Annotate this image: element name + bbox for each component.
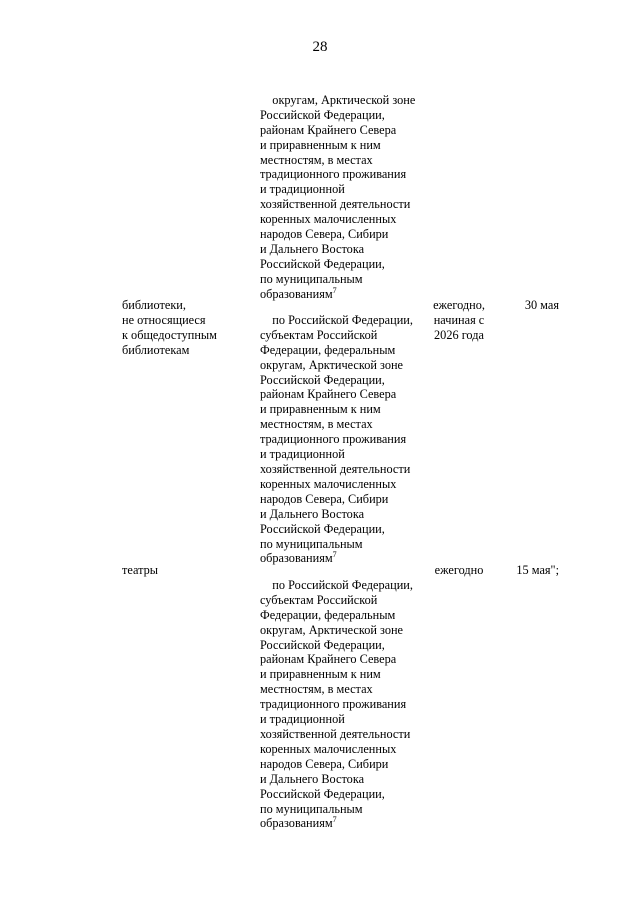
deadline-cell: 30 мая bbox=[524, 298, 559, 312]
category-cell: театры bbox=[122, 563, 159, 577]
footnote-ref: 7 bbox=[332, 285, 337, 295]
deadline-cell: 15 мая"; bbox=[516, 563, 559, 577]
category-cell: библиотеки, не относящиеся к общедоступным библиотекам bbox=[122, 298, 217, 357]
footnote-ref: 7 bbox=[332, 815, 337, 825]
distribution-cell bbox=[260, 563, 422, 846]
distribution-text: округам, Арктической зоне Российской Федерации, районам Крайнего Севера и приравненным к ним местностям, в местах традиционного проживания и традиционной хозяйственной деятельности коренных малочисленных народов Севера, Сибири и Дальнего Востока Российской Федерации, по муниципальным образованиям bbox=[260, 92, 416, 301]
periodicity-cell: ежегодно, начиная с 2026 года bbox=[433, 298, 485, 342]
distribution-text: по Российской Федерации, субъектам Российской Федерации, федеральным округам, Арктической зоне Российской Федерации, районам Крайнего Севера и приравненным к ним местностям, в местах традиционного проживания и традиционной хозяйственной деятельности коренных малочисленных народов Севера, Сибири и Дальнего Востока Российской Федерации, по муниципальным образованиям bbox=[260, 312, 413, 566]
periodicity-cell: ежегодно bbox=[434, 563, 484, 577]
footnote-ref: 7 bbox=[332, 550, 337, 560]
distribution-cell bbox=[260, 298, 422, 581]
distribution-text: по Российской Федерации, субъектам Российской Федерации, федеральным округам, Арктической зоне Российской Федерации, районам Крайнего Севера и приравненным к ним местностям, в местах традиционного проживания и традиционной хозяйственной деятельности коренных малочисленных народов Севера, Сибири и Дальнего Востока Российской Федерации, по муниципальным образованиям bbox=[260, 577, 413, 831]
page-number: 28 bbox=[312, 39, 328, 55]
distribution-cell bbox=[260, 78, 422, 317]
